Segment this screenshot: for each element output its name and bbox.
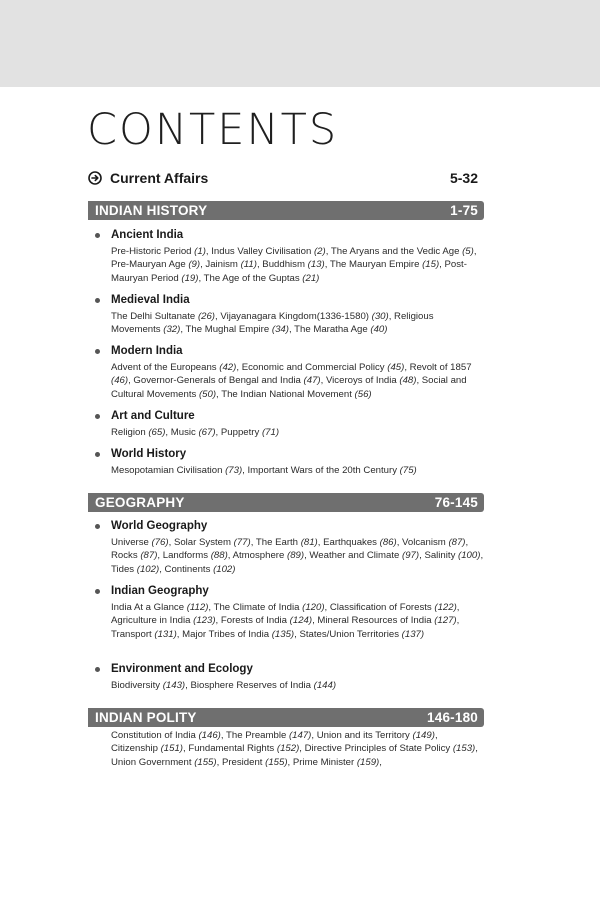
toc-entry-title: Biosphere Reserves of India (190, 680, 314, 691)
toc-entry-title: Universe (111, 537, 152, 548)
toc-entry-page: (153) (452, 743, 476, 755)
toc-entry[interactable] (111, 550, 157, 561)
toc-entry-title: Salinity (424, 550, 459, 562)
toc-entry-title: The Delhi Sultanate (111, 311, 198, 322)
circle-arrow-right-icon (88, 171, 102, 185)
toc-entry[interactable] (299, 629, 424, 640)
toc-entry-title: Volcanism (402, 537, 449, 548)
polity-items: Constitution of India (146), The Preamble (147), Union and its Territory (149), Citizenship (151), Fundamental Rights (152), Directive Principles of State Policy (153), Union Government (155), President (155), Prime Minister (159), (111, 730, 478, 768)
toc-entry-page: (124) (289, 615, 313, 627)
bullet-icon (95, 452, 100, 457)
toc-entry[interactable] (111, 427, 165, 438)
toc-entry-page: (67) (198, 427, 216, 438)
toc-entry[interactable] (165, 564, 236, 575)
topic-medieval-india (95, 292, 485, 337)
toc-entry[interactable] (214, 602, 325, 613)
topic-world-geography (95, 518, 485, 576)
toc-entry[interactable] (262, 259, 324, 270)
toc-entry-title: The Age of the Guptas (203, 272, 303, 284)
toc-entry-page: (42) (219, 362, 237, 373)
toc-entry-page: (5) (462, 246, 474, 257)
section-pages: 76-145 (434, 495, 478, 510)
toc-entry-page: (147) (288, 730, 312, 741)
toc-entry-title: Prime Minister (292, 756, 357, 768)
topic-heading[interactable]: Indian Geography (111, 585, 209, 597)
toc-entry-title: Indus Valley Civilisation (211, 246, 314, 257)
toc-entry-title: Atmosphere (232, 550, 288, 562)
toc-entry-page: (34) (271, 324, 289, 336)
current-affairs-label: Current Affairs (110, 170, 209, 186)
toc-entry-page: (65) (148, 427, 166, 438)
toc-entry-title: Agriculture in India (111, 615, 194, 627)
toc-entry[interactable] (111, 730, 221, 741)
toc-entry-page: (71) (261, 427, 280, 438)
toc-entry[interactable] (211, 246, 325, 257)
bullet-icon (95, 414, 100, 419)
toc-entry[interactable] (204, 273, 320, 284)
toc-entry-title: Social and Cultural Movements (111, 375, 467, 400)
toc-entry-title: States/Union Territories (299, 628, 402, 640)
toc-entry-page: (149) (412, 730, 435, 741)
toc-entry-title: Governor-Generals of Bengal and India (133, 375, 304, 387)
toc-entry[interactable] (111, 465, 242, 476)
toc-entry-title: Earthquakes (323, 537, 380, 548)
toc-entry-title: Buddhism (262, 259, 308, 271)
section-title: INDIAN HISTORY (95, 203, 208, 218)
toc-entry[interactable] (182, 629, 294, 640)
toc-entry-title: Weather and Climate (309, 550, 403, 562)
toc-entry[interactable] (233, 550, 304, 561)
toc-entry[interactable] (221, 427, 279, 438)
toc-entry[interactable] (111, 629, 177, 640)
toc-entry[interactable] (190, 680, 336, 691)
toc-entry-page: (152) (276, 743, 300, 755)
toc-entry-title: Puppetry (220, 427, 262, 438)
toc-entry-title: Mesopotamian Civilisation (111, 465, 226, 476)
toc-entry-title: Religious Movements (111, 311, 434, 336)
section-bar-indian-history[interactable] (88, 201, 484, 220)
topic-art-and-culture (95, 408, 485, 439)
toc-entry[interactable] (424, 550, 480, 561)
toc-entry-title: President (221, 756, 266, 768)
toc-entry-title: India At a Glance (111, 602, 187, 613)
toc-entry-page: (159) (356, 756, 380, 768)
bullet-icon (95, 589, 100, 594)
toc-entry-title: Vijayanagara Kingdom(1336-1580) (220, 311, 372, 322)
toc-entry-page: (131) (154, 628, 177, 640)
toc-entry-title: Constitution of India (111, 730, 199, 741)
toc-entry-title: Pre-Historic Period (111, 246, 195, 257)
toc-entry-title: The Preamble (226, 730, 289, 741)
toc-entry-page: (123) (193, 615, 216, 627)
toc-entry[interactable] (248, 465, 417, 476)
toc-entry-title: Jainism (205, 259, 241, 271)
toc-entry-title: Pre-Mauryan Age (111, 259, 189, 271)
toc-entry-title: The Aryans and the Vedic Age (330, 246, 463, 257)
topic-environment-ecology (95, 661, 485, 692)
topic-items: India At a Glance (112), The Climate of India (120), Classification of Forests (122), Agriculture in India (123), Forests of India (124), Mineral Resources of India (127), Transport (131), Major Tribes of India (135), States/Union Territories (137) (111, 602, 460, 640)
toc-entry-title: Citizenship (111, 743, 161, 755)
toc-entry[interactable] (309, 550, 419, 561)
toc-entry[interactable] (171, 427, 216, 438)
toc-entry-title: Mineral Resources of India (317, 615, 435, 627)
toc-entry[interactable] (188, 743, 299, 754)
topic-heading[interactable]: Modern India (111, 345, 183, 357)
toc-entry-page: (50) (198, 388, 217, 400)
toc-entry-page: (102) (213, 563, 236, 575)
toc-entry-page: (30) (371, 311, 389, 322)
topic-heading[interactable]: World History (111, 448, 187, 460)
current-affairs-entry[interactable] (88, 168, 478, 188)
topic-items: Universe (76), Solar System (77), The Earth (81), Earthquakes (86), Volcanism (87), Rocks (87), Landforms (88), Atmosphere (89), Weather and Climate (97), Salinity (100), Tides (102), Continents (102) (111, 537, 484, 575)
toc-entry-title: Continents (164, 563, 214, 575)
toc-entry[interactable] (205, 259, 257, 270)
toc-entry-title: Religion (111, 427, 149, 438)
topic-heading[interactable]: World Geography (111, 520, 208, 532)
topic-modern-india (95, 343, 485, 401)
toc-entry-title: Music (170, 427, 199, 438)
toc-entry[interactable] (326, 375, 416, 386)
toc-entry-page: (120) (302, 602, 325, 613)
toc-entry-page: (45) (387, 362, 405, 373)
toc-entry-page: (155) (194, 756, 217, 768)
toc-entry-page: (97) (402, 550, 420, 562)
section-bar-indian-polity[interactable] (88, 708, 484, 727)
current-affairs-pages: 5-32 (449, 170, 478, 186)
topic-ancient-india (95, 227, 485, 285)
toc-entry-page: (11) (240, 259, 257, 271)
toc-entry[interactable] (111, 259, 200, 270)
toc-entry[interactable] (222, 757, 288, 768)
toc-entry[interactable] (221, 389, 371, 400)
toc-entry-page: (46) (111, 375, 129, 387)
toc-entry-title: Classification of Forests (329, 602, 435, 613)
page-title: CONTENTS (87, 105, 339, 155)
topic-items: The Delhi Sultanate (26), Vijayanagara Kingdom(1336-1580) (30), Religious Movements (32), The Mughal Empire (34), The Maratha Age (40) (111, 311, 434, 336)
topic-items: Religion (65), Music (67), Puppetry (71) (111, 427, 280, 438)
toc-entry-page: (135) (271, 628, 295, 640)
toc-entry[interactable] (111, 602, 208, 613)
toc-entry[interactable] (163, 550, 228, 561)
toc-entry[interactable] (111, 311, 215, 322)
toc-entry-page: (13) (307, 259, 325, 271)
toc-entry-page: (86) (379, 537, 397, 548)
section-bar-geography[interactable] (88, 493, 484, 512)
toc-entry-title: The Climate of India (213, 602, 303, 613)
toc-entry-title: Viceroys of India (325, 375, 400, 387)
toc-entry[interactable] (330, 259, 439, 270)
bullet-icon (95, 233, 100, 238)
toc-entry-page: (1) (194, 246, 206, 257)
toc-entry-title: Major Tribes of India (182, 628, 272, 640)
toc-entry[interactable] (111, 362, 236, 373)
toc-entry[interactable] (111, 537, 169, 548)
toc-entry-page: (81) (300, 537, 318, 548)
toc-entry-title: Fundamental Rights (188, 743, 277, 755)
toc-entry-page: (144) (313, 680, 337, 691)
toc-entry[interactable] (186, 324, 289, 335)
section-pages: 146-180 (427, 710, 478, 725)
toc-entry[interactable] (111, 680, 185, 691)
topic-heading[interactable]: Art and Culture (111, 410, 195, 422)
toc-entry-page: (87) (140, 550, 158, 562)
bullet-icon (95, 349, 100, 354)
bullet-icon (95, 524, 100, 529)
toc-entry[interactable] (133, 375, 320, 386)
toc-entry-title: The Mughal Empire (185, 324, 272, 336)
toc-entry-title: Economic and Commercial Policy (241, 362, 388, 373)
toc-entry-page: (77) (233, 537, 251, 548)
toc-entry-title: The Mauryan Empire (329, 259, 423, 271)
toc-entry-title: Important Wars of the 20th Century (247, 465, 400, 476)
toc-entry[interactable] (294, 324, 387, 335)
toc-entry[interactable] (111, 564, 159, 575)
toc-entry[interactable] (293, 757, 379, 768)
toc-entry-title: Tides (111, 563, 137, 575)
toc-entry[interactable] (317, 730, 435, 741)
toc-entry-page: (15) (422, 259, 440, 271)
toc-entry[interactable] (220, 311, 388, 322)
toc-entry-page: (56) (354, 388, 372, 400)
topic-heading[interactable]: Ancient India (111, 229, 184, 241)
topic-world-history (95, 446, 485, 477)
toc-entry[interactable] (242, 362, 405, 373)
toc-entry[interactable] (256, 537, 318, 548)
bullet-icon (95, 298, 100, 303)
toc-entry-title: Rocks (111, 550, 141, 562)
topic-items: Pre-Historic Period (1), Indus Valley Civilisation (2), The Aryans and the Vedic Age (5), Pre-Mauryan Age (9), Jainism (11), Buddhism (13), The Mauryan Empire (15), Post-Mauryan Period (19), The Age of the Guptas (21) (111, 246, 477, 284)
toc-entry[interactable] (111, 246, 206, 257)
bullet-icon (95, 667, 100, 672)
toc-entry-page: (137) (401, 628, 425, 640)
toc-entry-title: Solar System (173, 537, 234, 548)
toc-entry[interactable] (323, 537, 397, 548)
toc-entry-page: (155) (265, 756, 288, 768)
top-gray-band (0, 0, 600, 87)
topic-items: Biodiversity (143), Biosphere Reserves of India (144) (111, 680, 337, 691)
toc-entry-title: Union Government (111, 756, 195, 768)
toc-entry-page: (87) (448, 537, 466, 548)
toc-entry-page: (26) (197, 311, 215, 322)
toc-entry-page: (47) (303, 375, 321, 387)
toc-entry-page: (122) (434, 602, 457, 613)
toc-entry-title: Directive Principles of State Policy (304, 743, 453, 755)
topic-heading[interactable]: Environment and Ecology (111, 663, 253, 675)
toc-entry-title: Revolt of 1857 (409, 362, 472, 373)
toc-entry-title: The Earth (255, 537, 301, 548)
toc-entry-page: (143) (162, 680, 186, 691)
toc-entry[interactable] (305, 743, 476, 754)
toc-entry-page: (89) (287, 550, 305, 562)
toc-entry-page: (76) (151, 537, 169, 548)
toc-entry-title: Landforms (162, 550, 211, 562)
toc-entry[interactable] (317, 615, 456, 626)
toc-entry[interactable] (331, 246, 474, 257)
toc-entry-title: Post-Mauryan Period (111, 259, 467, 284)
toc-entry-page: (9) (188, 259, 201, 271)
toc-entry[interactable] (111, 743, 183, 754)
toc-entry-page: (2) (313, 246, 326, 257)
toc-entry-page: (73) (225, 465, 243, 476)
toc-entry-page: (151) (160, 743, 183, 755)
toc-entry-page: (100) (458, 550, 481, 562)
toc-entry-page: (19) (181, 272, 199, 284)
toc-entry-title: The Indian National Movement (221, 388, 355, 400)
toc-entry-page: (88) (210, 550, 228, 562)
toc-entry-page: (21) (302, 272, 320, 284)
toc-entry[interactable] (174, 537, 251, 548)
toc-entry[interactable] (221, 615, 312, 626)
toc-entry-title: The Maratha Age (294, 324, 371, 336)
toc-entry[interactable] (330, 602, 457, 613)
toc-entry[interactable] (226, 730, 311, 741)
toc-entry-title: Union and its Territory (316, 730, 413, 741)
toc-entry-title: Transport (111, 628, 155, 640)
toc-entry-title: Advent of the Europeans (111, 362, 220, 373)
section-pages: 1-75 (450, 203, 478, 218)
toc-entry-page: (112) (186, 602, 209, 613)
toc-entry[interactable] (111, 615, 216, 626)
toc-entry-title: Forests of India (220, 615, 290, 627)
section-title: GEOGRAPHY (95, 495, 185, 510)
toc-entry[interactable] (402, 537, 465, 548)
toc-entry-page: (40) (370, 324, 388, 336)
toc-entry[interactable] (111, 757, 217, 768)
topic-items: Mesopotamian Civilisation (73), Important Wars of the 20th Century (75) (111, 465, 417, 476)
toc-entry-page: (146) (198, 730, 221, 741)
toc-entry-page: (48) (399, 375, 417, 387)
topic-indian-geography (95, 583, 485, 641)
toc-entry-page: (32) (163, 324, 181, 336)
topic-items: Advent of the Europeans (42), Economic and Commercial Policy (45), Revolt of 1857 (46), Governor-Generals of Bengal and India (47), Viceroys of India (48), Social and Cultural Movements (50), The Indian National Movement (56) (111, 362, 472, 400)
toc-entry-title: Biodiversity (111, 680, 163, 691)
toc-entry-page: (75) (399, 465, 417, 476)
topic-heading[interactable]: Medieval India (111, 294, 190, 306)
toc-entry-page: (102) (136, 563, 160, 575)
section-title: INDIAN POLITY (95, 710, 197, 725)
toc-entry-page: (127) (434, 615, 457, 627)
